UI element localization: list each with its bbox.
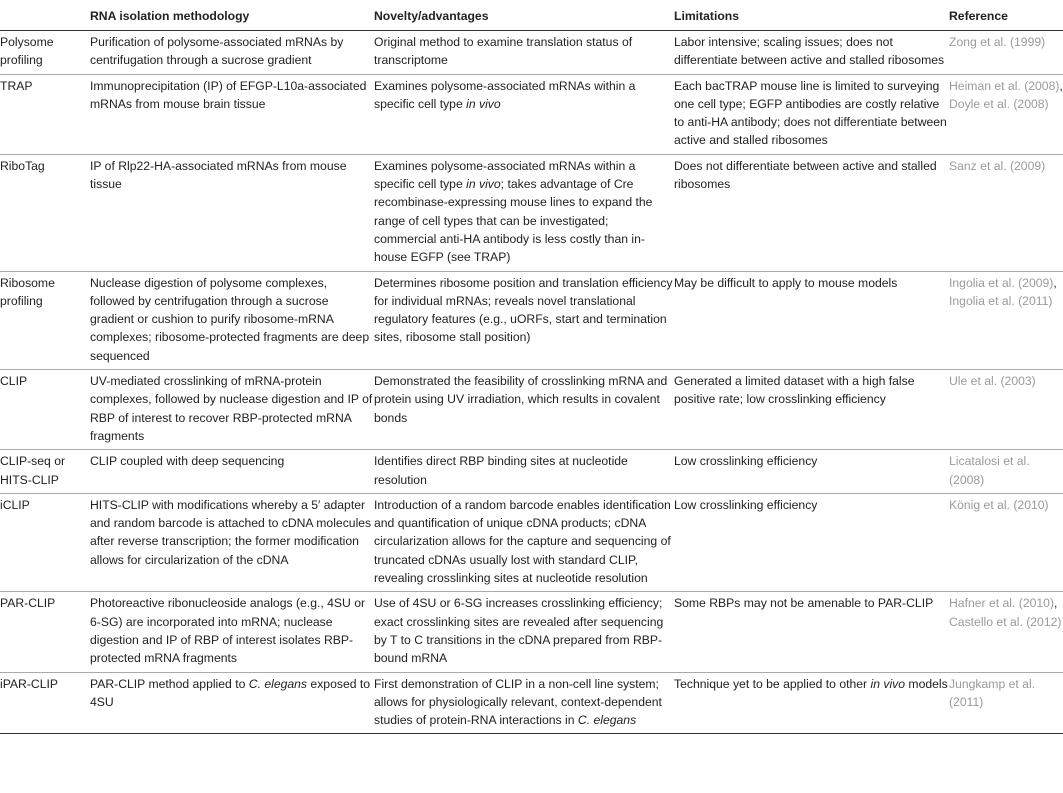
limitations-cell	[674, 672, 949, 734]
reference-cell: Hafner et al. (2010), Castello et al. (2012)	[949, 596, 1062, 629]
novelty-cell: Identifies direct RBP binding sites at nucleotide resolution	[374, 454, 628, 487]
table-row	[0, 592, 1063, 672]
method-cell: iPAR-CLIP	[0, 676, 59, 691]
novelty-cell: Original method to examine translation status of transcriptome	[374, 35, 633, 68]
reference-cell	[949, 370, 1063, 450]
rna-isolation-cell: CLIP coupled with deep sequencing	[90, 454, 285, 469]
limitations-cell: Low crosslinking efficiency	[674, 497, 818, 512]
novelty-text: ; takes advantage of Cre recombinase-expressing mouse lines to expand the range of cell types that can be investigated; commercial anti-HA antibody is less costly than in-house EGFP (see TRAP)	[374, 177, 653, 265]
novelty-italic: in vivo	[466, 177, 501, 192]
rna-isolation-cell: Immunoprecipitation (IP) of EFGP-L10a-associated mRNAs from mouse brain tissue	[90, 78, 367, 111]
limitations-cell: Does not differentiate between active and stalled ribosomes	[674, 158, 937, 192]
reference-link[interactable]: Sanz et al. (2009)	[949, 158, 1046, 173]
method-cell: iCLIP	[0, 497, 30, 512]
novelty-cell	[374, 74, 674, 154]
rna-isolation-text: exposed to 4SU	[90, 676, 371, 709]
reference-cell: Ingolia et al. (2009), Ingolia et al. (2011)	[949, 275, 1057, 308]
table-row	[0, 154, 1063, 271]
limitations-cell: Some RBPs may not be amenable to PAR-CLIP	[674, 596, 934, 611]
novelty-cell: Use of 4SU or 6-SG increases crosslinking efficiency; exact crosslinking sites are revealed after sequencing by T to C transitions in the cDNA prepared from RBP-bound mRNA	[374, 596, 664, 666]
reference-link[interactable]: Licatalosi et al. (2008)	[949, 454, 1030, 487]
table-row	[0, 672, 1063, 734]
header-reference: Reference	[949, 0, 1063, 31]
header-rna-isolation: RNA isolation methodology	[90, 0, 374, 31]
rna-isolation-cell: Purification of polysome-associated mRNAs by centrifugation through a sucrose gradient	[90, 35, 344, 68]
method-cell: CLIP	[0, 374, 28, 389]
table-row	[0, 31, 1063, 75]
limitations-cell: Low crosslinking efficiency	[674, 454, 818, 469]
method-cell: Polysome profiling	[0, 35, 54, 68]
header-method	[0, 0, 90, 31]
table-row	[0, 74, 1063, 154]
reference-cell: Heiman et al. (2008), Doyle et al. (2008)	[949, 78, 1063, 111]
table-row	[0, 493, 1063, 591]
novelty-cell	[374, 672, 674, 734]
header-limitations: Limitations	[674, 0, 949, 31]
reference-link[interactable]: Doyle et al. (2008)	[949, 96, 1049, 111]
limitations-text: Technique yet to be applied to other	[674, 676, 871, 691]
reference-cell	[949, 31, 1063, 75]
novelty-cell: Introduction of a random barcode enables identification and quantification of unique cDNA products; cDNA circularization allows for the capture and sequencing of truncated cDNAs usually lost with standard CLIP, revealing crosslinking sites at nucleotide resolution	[374, 497, 671, 586]
reference-cell	[949, 493, 1063, 591]
limitations-italic: in vivo	[870, 676, 906, 691]
reference-link[interactable]: Ingolia et al. (2011)	[949, 293, 1053, 308]
rna-isolation-text: PAR-CLIP method applied to	[90, 676, 249, 691]
method-cell: TRAP	[0, 78, 33, 93]
reference-cell	[949, 450, 1063, 494]
table-row	[0, 450, 1063, 494]
rna-isolation-cell: UV-mediated crosslinking of mRNA-protein complexes, followed by nuclease digestion and IP of RBP of interest to recover RBP-protected mRNA fragments	[90, 374, 373, 443]
rna-isolation-cell: Nuclease digestion of polysome complexes, followed by centrifugation through a sucrose gradient or cushion to purify ribosome-mRNA complexes; ribosome-protected fragments are deep sequenced	[90, 275, 370, 363]
limitations-cell: Labor intensive; scaling issues; does not differentiate between active and stalled ribosomes	[674, 35, 945, 68]
table-row	[0, 271, 1063, 369]
novelty-text: Examines polysome-associated mRNAs within a specific cell type	[374, 158, 636, 192]
header-row	[0, 0, 1063, 31]
limitations-cell: Each bacTRAP mouse line is limited to surveying one cell type; EGFP antibodies are costly relative to anti-HA antibody; does not differentiate between active and stalled ribosomes	[674, 78, 947, 148]
novelty-cell: Demonstrated the feasibility of crosslinking mRNA and protein using UV irradiation, which results in covalent bonds	[374, 374, 668, 425]
method-cell: Ribosome profiling	[0, 275, 55, 308]
novelty-cell: Determines ribosome position and translation efficiency for individual mRNAs; reveals novel translational regulatory features (e.g., uORFs, start and termination sites, ribosome stall position)	[374, 275, 673, 345]
rna-isolation-cell: HITS-CLIP with modifications whereby a 5′ adapter and random barcode is attached to cDNA molecules after reverse transcription; the former modification allows for circularization of the cDNA	[90, 497, 372, 567]
reference-link[interactable]: Castello et al. (2012)	[949, 614, 1062, 629]
reference-link[interactable]: König et al. (2010)	[949, 497, 1049, 512]
header-novelty: Novelty/advantages	[374, 0, 674, 31]
novelty-text: Examines polysome-associated mRNAs within a specific cell type	[374, 78, 636, 111]
reference-link[interactable]: Zong et al. (1999)	[949, 35, 1046, 49]
novelty-cell	[374, 154, 674, 271]
novelty-italic: in vivo	[466, 96, 501, 111]
method-cell: RiboTag	[0, 158, 45, 173]
novelty-text: First demonstration of CLIP in a non-cell line system; allows for physiologically relevant, context-dependent studies of protein-RNA interactions in	[374, 676, 662, 728]
rna-isolation-cell	[90, 672, 374, 734]
reference-link[interactable]: Jungkamp et al. (2011)	[949, 676, 1036, 709]
reference-link[interactable]: Ingolia et al. (2009)	[949, 275, 1054, 290]
table-row	[0, 370, 1063, 450]
reference-link[interactable]: Heiman et al. (2008)	[949, 78, 1060, 93]
novelty-italic: C. elegans	[577, 713, 637, 728]
method-cell: PAR-CLIP	[0, 596, 56, 611]
rna-isolation-cell: Photoreactive ribonucleoside analogs (e.g., 4SU or 6-SG) are incorporated into mRNA; nuclease digestion and IP of RBP of interest isolates RBP-protected mRNA fragments	[90, 596, 366, 666]
reference-link[interactable]: Ule et al. (2003)	[949, 374, 1036, 389]
reference-cell	[949, 154, 1063, 271]
rna-isolation-italic: C. elegans	[248, 676, 308, 691]
limitations-text: models	[905, 676, 948, 691]
method-cell: CLIP-seq or HITS-CLIP	[0, 454, 66, 487]
limitations-cell: Generated a limited dataset with a high false positive rate; low crosslinking efficiency	[674, 374, 915, 407]
rna-isolation-cell: IP of Rlp22-HA-associated mRNAs from mouse tissue	[90, 158, 347, 192]
limitations-cell: May be difficult to apply to mouse models	[674, 275, 898, 290]
reference-link[interactable]: Hafner et al. (2010)	[949, 596, 1055, 611]
reference-cell	[949, 672, 1063, 734]
